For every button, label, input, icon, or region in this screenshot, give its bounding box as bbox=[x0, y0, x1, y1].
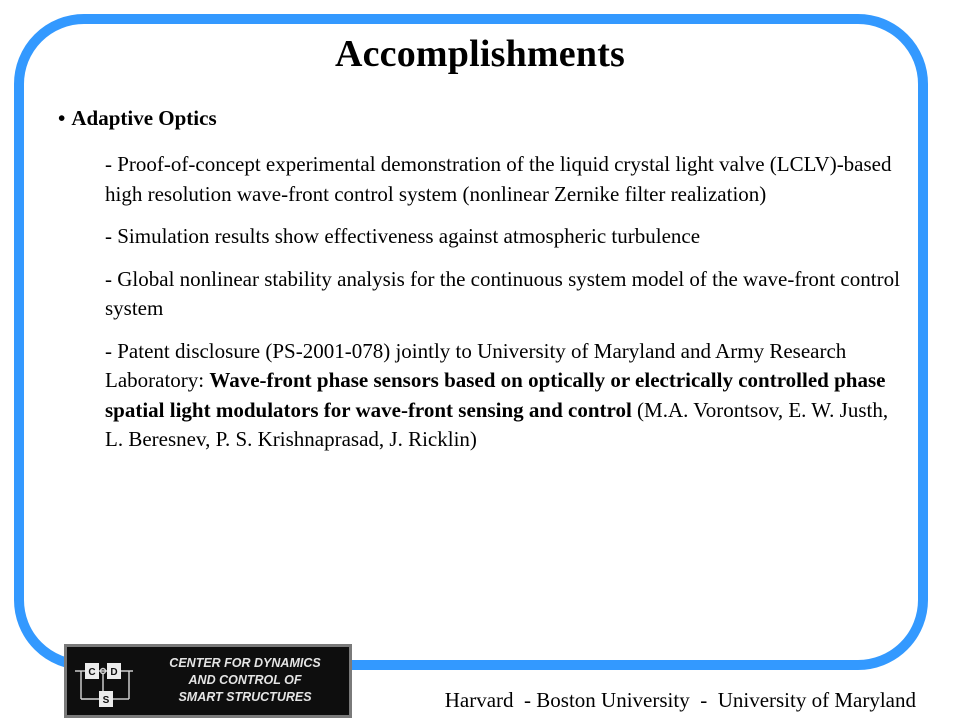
list-item-patent bbox=[105, 337, 905, 455]
logo-block-d: D bbox=[110, 667, 118, 678]
bullet-heading bbox=[58, 106, 217, 131]
patent-authors: (M.A. Vorontsov, E. W. Justh, L. Beresnev, P. S. Krishnaprasad, J. Ricklin) bbox=[105, 397, 889, 451]
accomplishment-list bbox=[105, 150, 905, 468]
logo-line: SMART STRUCTURES bbox=[178, 690, 312, 704]
logo-block-s: S bbox=[102, 695, 110, 706]
block-diagram-icon bbox=[73, 653, 139, 711]
logo-line: CENTER FOR DYNAMICS bbox=[169, 656, 321, 670]
bullet-heading-label: Adaptive Optics bbox=[71, 106, 217, 130]
logo-text bbox=[143, 655, 347, 706]
footer-affiliations: Harvard - Boston University - University of Maryland bbox=[444, 688, 916, 712]
slide-title: Accomplishments bbox=[334, 33, 626, 75]
patent-title: Wave-front phase sensors based on optically or electrically controlled phase spatial light modulators for wave-front sensing and control bbox=[105, 368, 886, 422]
logo-line: AND CONTROL OF bbox=[188, 673, 302, 687]
list-item: - Global nonlinear stability analysis for the continuous system model of the wave-front control system bbox=[105, 266, 900, 320]
center-logo bbox=[64, 644, 352, 718]
patent-intro: - Patent disclosure (PS-2001-078) jointly to University of Maryland and Army Research Laboratory: bbox=[105, 338, 847, 392]
list-item: - Proof-of-concept experimental demonstration of the liquid crystal light valve (LCLV)-based high resolution wave-front control system (nonlinear Zernike filter realization) bbox=[105, 152, 892, 206]
list-item: - Simulation results show effectiveness against atmospheric turbulence bbox=[105, 224, 701, 248]
logo-block-c: C bbox=[88, 667, 96, 678]
bullet-symbol: • bbox=[58, 106, 66, 130]
